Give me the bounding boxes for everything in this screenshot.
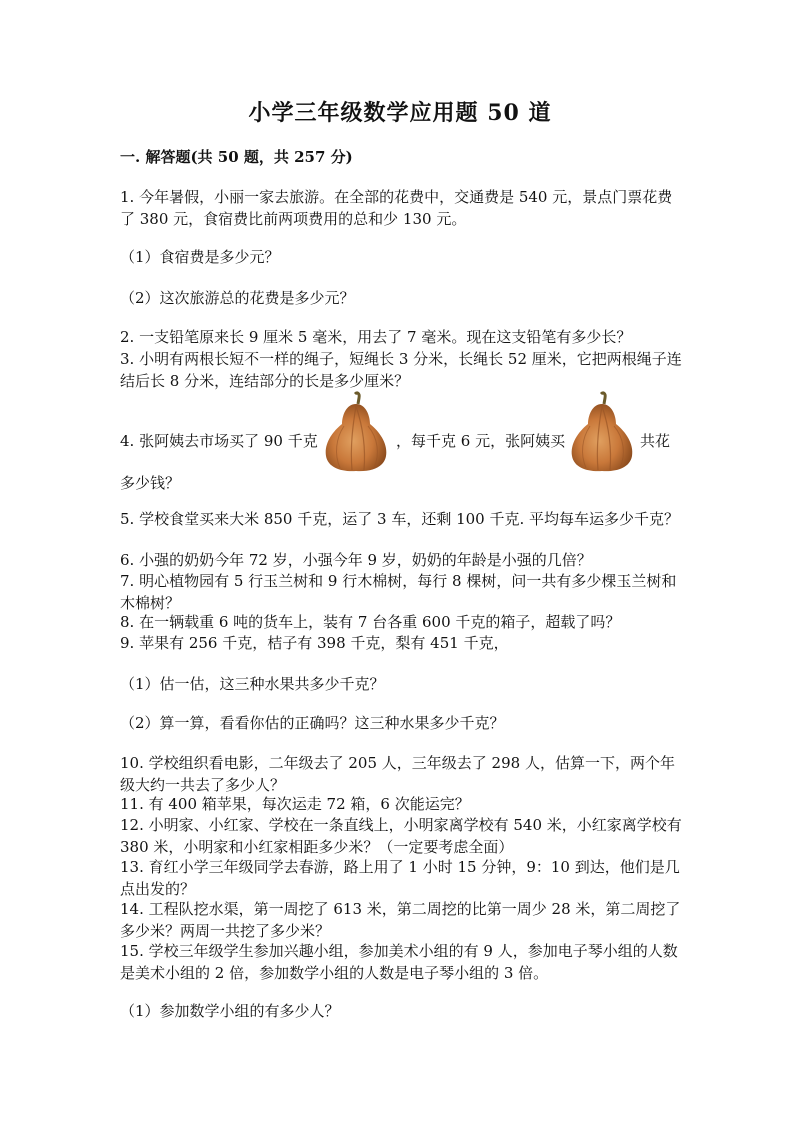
question-15: 15. 学校三年级学生参加兴趣小组，参加美术小组的有 9 人，参加电子琴小组的人数是美术小组的 2 倍，参加数学小组的人数是电子琴小组的 3 倍。 (120, 942, 678, 982)
question-1-part-1: （1）食宿费是多少元？ (120, 248, 280, 266)
question-9-part-2: （2）算一算，看看你估的正确吗？这三种水果多少千克？ (120, 714, 505, 732)
question-3: 3. 小明有两根长短不一样的绳子，短绳长 3 分米，长绳长 52 厘米，它把两根绳子连结后长 8 分米，连结部分的长是多少厘米？ (120, 350, 682, 390)
question-4-part-d: 多少钱？ (120, 474, 181, 492)
question-11: 11. 有 400 箱苹果，每次运走 72 箱，6 次能运完？ (120, 795, 470, 813)
section-heading: 一. 解答题(共 50 题，共 257 分) (120, 148, 353, 166)
question-7: 7. 明心植物园有 5 行玉兰树和 9 行木棉树，每行 8 棵树，问一共有多少棵玉兰树和木棉树？ (120, 572, 677, 612)
question-4-part-c: 共花 (640, 432, 671, 450)
question-8: 8. 在一辆载重 6 吨的货车上，装有 7 台各重 600 千克的箱子，超载了吗？ (120, 613, 621, 631)
question-15-part-1: （1）参加数学小组的有多少人？ (120, 1002, 340, 1020)
question-9: 9. 苹果有 256 千克，桔子有 398 千克，梨有 451 千克， (120, 634, 509, 652)
question-10: 10. 学校组织看电影，二年级去了 205 人，三年级去了 298 人，估算一下，两个年级大约一共去了多少人？ (120, 754, 675, 794)
pumpkin-image (566, 390, 638, 472)
page-title: 小学三年级数学应用题 50 道 (248, 100, 552, 126)
question-5: 5. 学校食堂买来大米 850 千克，运了 3 车，还剩 100 千克. 平均每车运多少千克？ (120, 510, 680, 528)
question-4-part-a: 4. 张阿姨去市场买了 90 千克 (120, 432, 318, 450)
question-13: 13. 育红小学三年级同学去春游，路上用了 1 小时 15 分钟，9：10 到达，他们是几点出发的？ (120, 858, 680, 898)
question-1: 1. 今年暑假，小丽一家去旅游。在全部的花费中，交通费是 540 元，景点门票花费了 380 元，食宿费比前两项费用的总和少 130 元。 (120, 188, 673, 228)
question-4-part-b: ，每千克 6 元，张阿姨买 (396, 432, 566, 450)
question-1-part-2: （2）这次旅游总的花费是多少元？ (120, 289, 355, 307)
question-6: 6. 小强的奶奶今年 72 岁，小强今年 9 岁，奶奶的年龄是小强的几倍？ (120, 551, 592, 569)
question-2: 2. 一支铅笔原来长 9 厘米 5 毫米，用去了 7 毫米。现在这支铅笔有多少长？ (120, 328, 632, 346)
question-14: 14. 工程队挖水渠，第一周挖了 613 米，第二周挖的比第一周少 28 米，第二周挖了多少米？两周一共挖了多少米？ (120, 900, 681, 940)
question-12: 12. 小明家、小红家、学校在一条直线上，小明家离学校有 540 米，小红家离学校有 380 米，小明家和小红家相距多少米？（一定要考虑全面） (120, 816, 682, 856)
question-9-part-1: （1）估一估，这三种水果共多少千克？ (120, 675, 385, 693)
pumpkin-image (320, 390, 392, 472)
